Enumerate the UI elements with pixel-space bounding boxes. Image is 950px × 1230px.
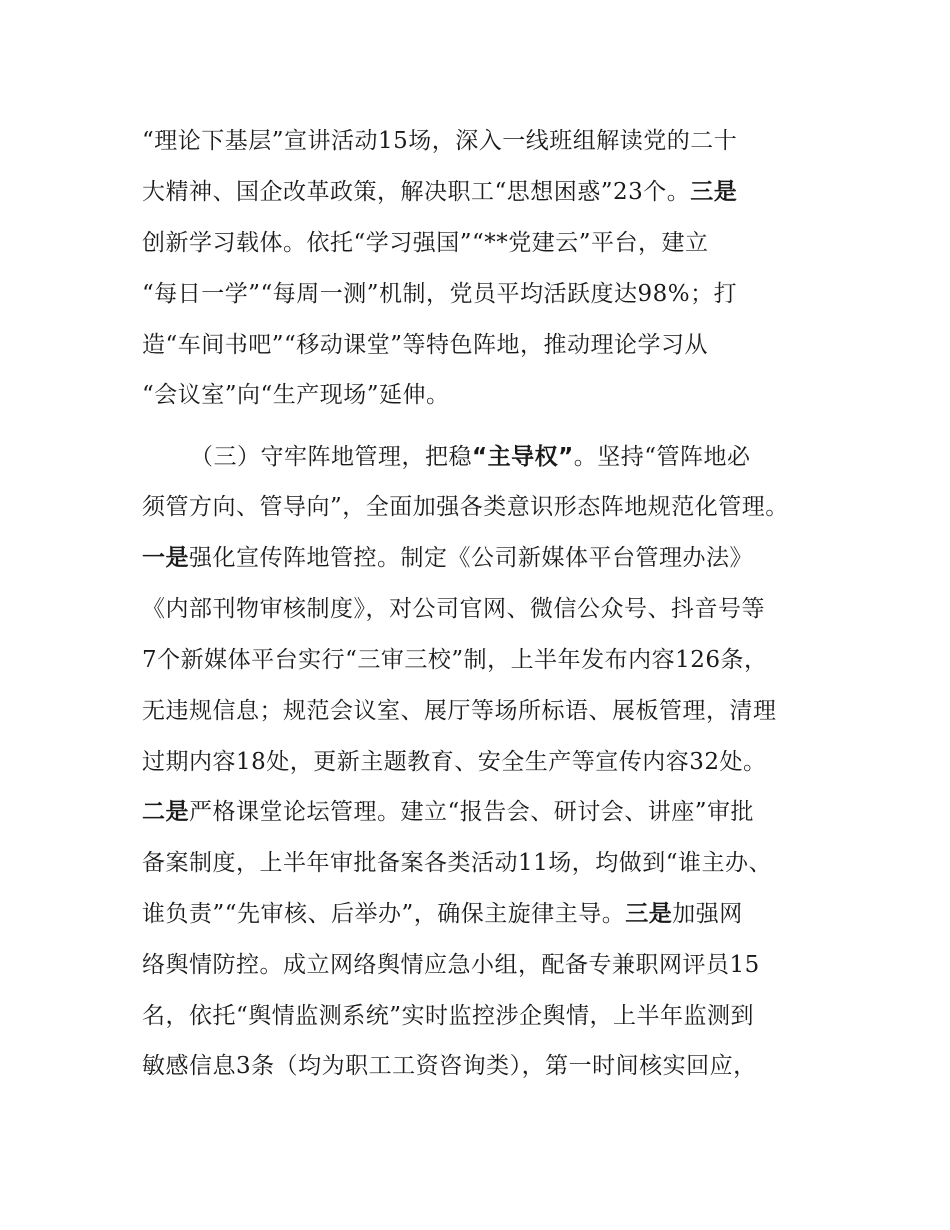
text-line: 7个新媒体平台实行“三审三校”制，上半年发布内容126条， [142,647,768,673]
text-line: 络舆情防控。成立网络舆情应急小组，配备专兼职网评员15 [142,952,760,978]
text-line: 谁负责”“先审核、后举办”，确保主旋律主导。三是加强网 [142,901,743,927]
text-line: 过期内容18处，更新主题教育、安全生产等宣传内容32处。 [142,749,767,775]
text-line: “每日一学”“每周一测”机制，党员平均活跃度达98%；打 [142,281,738,307]
text-line: “理论下基层”宣讲活动15场，深入一线班组解读党的二十 [142,128,738,154]
text-line: 须管方向、管导向”，全面加强各类意识形态阵地规范化管理。 [142,494,789,520]
bold-marker: 三是 [690,179,738,205]
text-line: 敏感信息3条（均为职工工资咨询类），第一时间核实回应， [142,1053,757,1079]
bold-marker: 一是 [142,545,189,571]
text-line: 造“车间书吧”“移动课堂”等特色阵地，推动理论学习从 [142,332,709,358]
bold-marker: 三是 [625,901,673,927]
bold-marker: “主导权” [472,444,574,470]
section-heading-line: （三）守牢阵地管理，把稳“主导权”。坚持“管阵地必 [190,444,751,470]
bold-marker: 二是 [142,799,189,825]
text-line: 创新学习载体。依托“学习强国”“**党建云”平台，建立 [142,230,709,256]
text-line: 二是严格课堂论坛管理。建立“报告会、研讨会、讲座”审批 [142,799,755,825]
text-line: 大精神、国企改革政策，解决职工“思想困惑”23个。三是 [142,179,738,205]
text-line: 一是强化宣传阵地管控。制定《公司新媒体平台管理办法》 [142,545,753,571]
text-line: 无违规信息；规范会议室、展厅等场所标语、展板管理，清理 [142,698,777,724]
text-line: “会议室”向“生产现场”延伸。 [142,382,450,408]
text-line: 《内部刊物审核制度》，对公司官网、微信公众号、抖音号等 [142,596,765,622]
text-line: 名，依托“舆情监测系统”实时监控涉企舆情，上半年监测到 [142,1003,755,1029]
text-line: 备案制度，上半年审批备案各类活动11场，均做到“谁主办、 [142,850,773,876]
